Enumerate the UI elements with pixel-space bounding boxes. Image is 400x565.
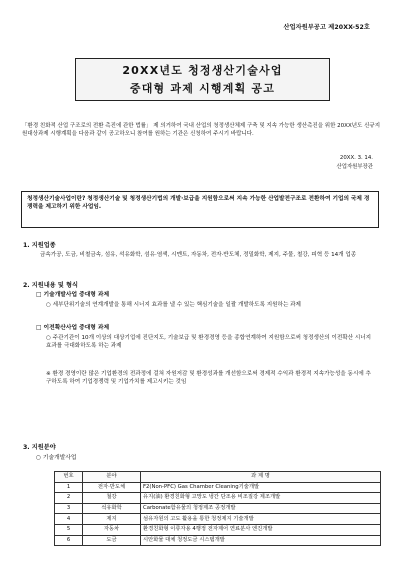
table-header-cell: 분야 (83, 472, 141, 483)
table-cell: 석유화학 (83, 503, 141, 514)
issuing-agency: 산업자원부장관 (336, 164, 373, 170)
table-cell: 6 (55, 535, 83, 546)
table-cell: 섬유자원의 고도 활용을 통한 청정제지 기술개발 (141, 514, 381, 525)
table-cell: 철강 (83, 493, 141, 504)
section-3-sub-1: ○ 기술개발사업 (36, 455, 77, 461)
table-header-cell: 과 제 명 (141, 472, 381, 483)
table-cell: 제지 (83, 514, 141, 525)
definition-box: 청정생산기술사업이란? 청정생산기술 및 청정생산기법의 개발·보급을 지원함으로써 지속 가능한 산업발전구조로 전환하여 기업의 국제 경쟁력을 제고하기 위한 사업임. (21, 191, 379, 228)
title-line-2: 중대형 과제 시행계획 공고 (129, 81, 276, 95)
table-header-cell: 번호 (55, 472, 83, 483)
section-1-title: 1. 지원업종 (23, 242, 56, 249)
section-2-sub-1-bullet: ○ 세부단위기술의 연계개발을 통해 시너지 효과를 낼 수 있는 핵심기술을 일괄 개발하도록 지원하는 과제 (46, 302, 301, 308)
section-3-title: 3. 지원분야 (23, 444, 56, 451)
table-cell: 환경친화형 이류자용 4행정 전자제어 연료분사 엔진개발 (141, 524, 381, 535)
table-row (55, 503, 381, 514)
table-row (55, 524, 381, 535)
title-box (75, 58, 330, 101)
table-cell: 3 (55, 503, 83, 514)
table-cell: Carbonate함유물의 청정제조 공정개발 (141, 503, 381, 514)
table-cell: 자동차 (83, 524, 141, 535)
table-header-row (55, 472, 381, 483)
table-cell: 시안화물 대체 청정도금 시스템개발 (141, 535, 381, 546)
notice-number: 산업자원부공고 제20XX-52호 (283, 24, 370, 31)
table-cell: 1 (55, 482, 83, 493)
section-2-note: ※ 환경 경영이란 많은 기업환경의 전과정에 걸쳐 자원저감 및 환경성과를 개선함으로써 경제적 수익과 환경적 지속가능성을 동시에 추구하도록 하여 기업경쟁력 및 기업가치를 제고시키는 것임 (46, 371, 371, 386)
section-1-body: 금속가공, 도금, 비철금속, 섬유, 석유화학, 섬유·염색, 시멘트, 자동차, 전자·반도체, 정밀화학, 제지, 주물, 철강, 피혁 등 14개 업종 (40, 252, 357, 258)
table-row (55, 493, 381, 504)
table-cell: 2 (55, 493, 83, 504)
intro-paragraph: 「환경 친화적 산업 구조로의 전환 촉진에 관한 법률」 제 의거하여 국내 산업의 청정생산체제 구축 및 지속 가능한 생산촉진을 위한 20XX년도 신규지원대상과제 시행계획을 다음과 같이 공고하오니 참여를 원하는 기관은 신청하여 주시기 바랍니다. (22, 123, 381, 137)
section-2-sub-2-bullet: ○ 주관기관이 10개 이상의 대상기업에 진단지도, 기술보급 및 환경경영 등을 종합연계하여 지원함으로써 청정생산의 이전확산 시너지효과를 극대화하도록 하는 과제 (46, 335, 372, 350)
section-2-sub-2: □ 이전확산사업 중대형 과제 (36, 325, 110, 331)
table-cell: 유지(油) 환경친화형 고망도 냉간 단조용 비조질강 제조개발 (141, 493, 381, 504)
table-cell: 도금 (83, 535, 141, 546)
section-2-title: 2. 지원내용 및 형식 (23, 282, 78, 289)
table-cell: 전자·반도체 (83, 482, 141, 493)
title-line-1: 20XX년도 청정생산기술사업 (122, 64, 283, 77)
table-cell: 5 (55, 524, 83, 535)
table-row (55, 482, 381, 493)
table-cell: F2(Non-PFC) Gas Chamber Cleaning기술개발 (141, 482, 381, 493)
notice-date: 20XX. 3. 14. (339, 155, 373, 161)
table-row (55, 514, 381, 525)
support-field-table (54, 471, 381, 546)
table-row (55, 535, 381, 546)
table-cell: 4 (55, 514, 83, 525)
section-2-sub-1: □ 기술개발사업 중대형 과제 (36, 292, 110, 298)
